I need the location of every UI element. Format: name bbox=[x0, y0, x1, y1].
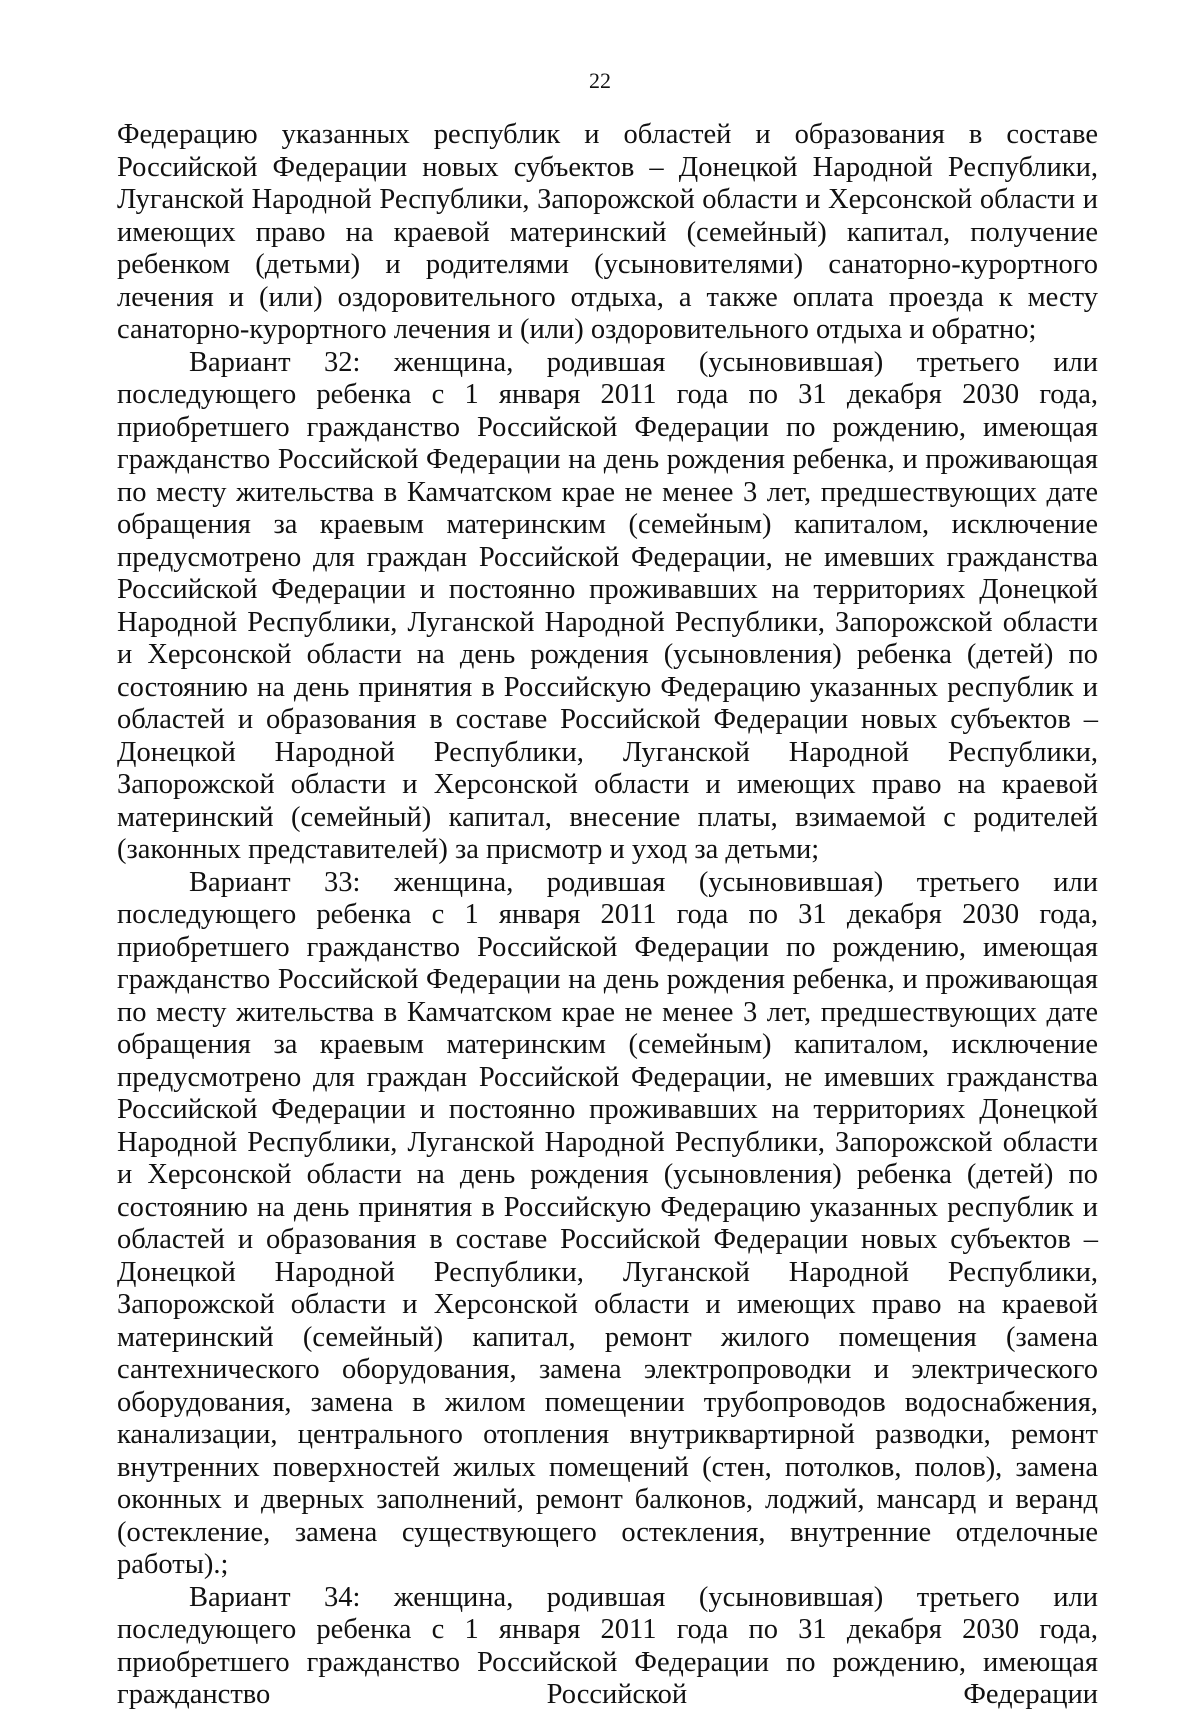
page-number: 22 bbox=[589, 68, 611, 93]
paragraph-variant-32: Вариант 32: женщина, родившая (усыновившая) третьего или последующего ребенка с 1 января 2011 года по 31 декабря 2030 года, приобретшего гражданство Российской Федерации по рождению, имеющая гражданство Российской Федерации на день рождения ребенка, и проживающая по месту жительства в Камчатском крае не менее 3 лет, предшествующих дате обращения за краевым материнским (семейным) капиталом, исключение предусмотрено для граждан Российской Федерации, не имевших гражданства Российской Федерации и постоянно проживавших на территориях Донецкой Народной Республики, Луганской Народной Республики, Запорожской области и Херсонской области на день рождения (усыновления) ребенка (детей) по состоянию на день принятия в Российскую Федерацию указанных республик и областей и образования в составе Российской Федерации новых субъектов – Донецкой Народной Республики, Луганской Народной Республики, Запорожской области и Херсонской области и имеющих право на краевой материнский (семейный) капитал, внесение платы, взимаемой с родителей (законных представителей) за присмотр и уход за детьми; bbox=[117, 346, 1098, 865]
paragraph-variant-34: Вариант 34: женщина, родившая (усыновившая) третьего или последующего ребенка с 1 января 2011 года по 31 декабря 2030 года, приобретшего гражданство Российской Федерации по рождению, имеющая гражданство Российской Федерации bbox=[117, 1581, 1098, 1710]
paragraph-variant-33: Вариант 33: женщина, родившая (усыновившая) третьего или последующего ребенка с 1 января 2011 года по 31 декабря 2030 года, приобретшего гражданство Российской Федерации по рождению, имеющая гражданство Российской Федерации на день рождения ребенка, и проживающая по месту жительства в Камчатском крае не менее 3 лет, предшествующих дате обращения за краевым материнским (семейным) капиталом, исключение предусмотрено для граждан Российской Федерации, не имевших гражданства Российской Федерации и постоянно проживавших на территориях Донецкой Народной Республики, Луганской Народной Республики, Запорожской области и Херсонской области на день рождения (усыновления) ребенка (детей) по состоянию на день принятия в Российскую Федерацию указанных республик и областей и образования в составе Российской Федерации новых субъектов – Донецкой Народной Республики, Луганской Народной Республики, Запорожской области и Херсонской области и имеющих право на краевой материнский (семейный) капитал, ремонт жилого помещения (замена сантехнического оборудования, замена электропроводки и электрического оборудования, замена в жилом помещении трубопроводов водоснабжения, канализации, центрального отопления внутриквартирной разводки, ремонт внутренних поверхностей жилых помещений (стен, потолков, полов), замена оконных и дверных заполнений, ремонт балконов, лоджий, мансард и веранд (остекление, замена существующего остекления, внутренние отделочные работы).; bbox=[117, 866, 1098, 1580]
document-body bbox=[117, 119, 1098, 1712]
paragraph-continuation: Федерацию указанных республик и областей и образования в составе Российской Федерации новых субъектов – Донецкой Народной Республики, Луганской Народной Республики, Запорожской области и Херсонской области и имеющих право на краевой материнский (семейный) капитал, получение ребенком (детьми) и родителями (усыновителями) санаторно-курортного лечения и (или) оздоровительного отдыха, а также оплата проезда к месту санаторно-курортного лечения и (или) оздоровительного отдыха и обратно; bbox=[117, 119, 1098, 345]
